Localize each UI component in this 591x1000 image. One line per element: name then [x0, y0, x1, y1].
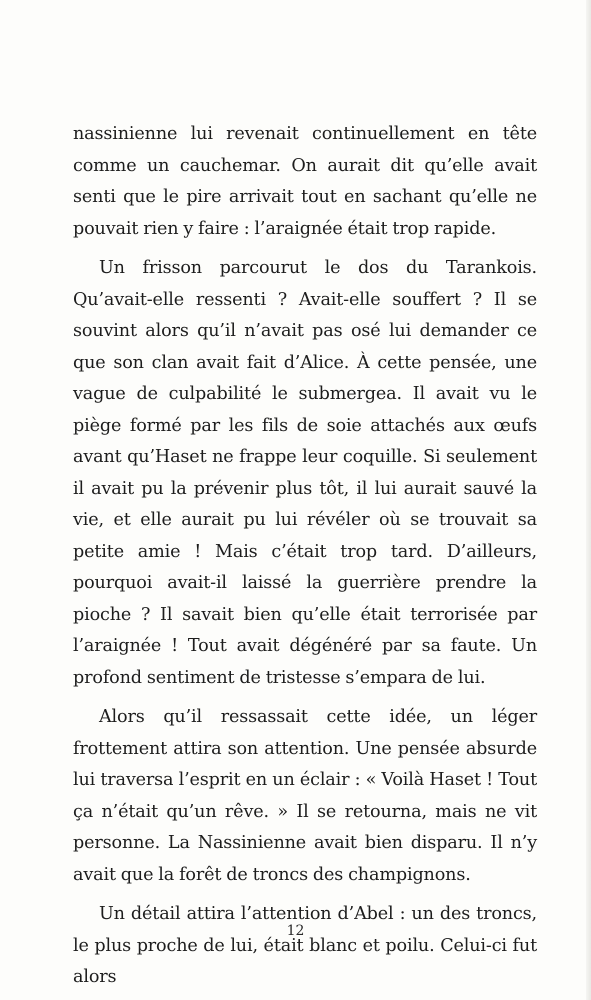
- body-text: [73, 119, 537, 994]
- page-number: 12: [286, 923, 305, 939]
- paragraph-1: nassinienne lui revenait continuellement en tête comme un cauchemar. On aurait dit qu’elle avait senti que le pire arrivait tout en sachant qu’elle ne pouvait rien y faire : l’araignée était trop rapide.: [73, 124, 537, 239]
- paragraph-4: Un détail attira l’attention d’Abel : un des troncs, le plus proche de lui, était blanc et poilu. Celui-ci fut alors: [73, 904, 537, 987]
- paragraph-3: Alors qu’il ressassait cette idée, un léger frottement attira son attention. Une pensée absurde lui traversa l’esprit en un éclair : « Voilà Haset ! Tout ça n’était qu’un rêve. » Il se retourna, mais ne vit personne. La Nassinienne avait bien disparu. Il n’y avait que la forêt de troncs des champignons.: [73, 707, 537, 885]
- page-edge: [586, 0, 591, 1000]
- paragraph-2: Un frisson parcourut le dos du Tarankois. Qu’avait-elle ressenti ? Avait-elle souffert ? Il se souvint alors qu’il n’avait pas osé lui demander ce que son clan avait fait d’Alice. À cette pensée, une vague de culpabilité le submergea. Il avait vu le piège formé par les fils de soie attachés aux œufs avant qu’Haset ne frappe leur coquille. Si seulement il avait pu la prévenir plus tôt, il lui aurait sauvé la vie, et elle aurait pu lui révéler où se trouvait sa petite amie ! Mais c’était trop tard. D’ailleurs, pourquoi avait-il laissé la guerrière prendre la pioche ? Il savait bien qu’elle était terrorisée par l’araignée ! Tout avait dégénéré par sa faute. Un profond sentiment de tristesse s’empara de lui.: [73, 258, 537, 688]
